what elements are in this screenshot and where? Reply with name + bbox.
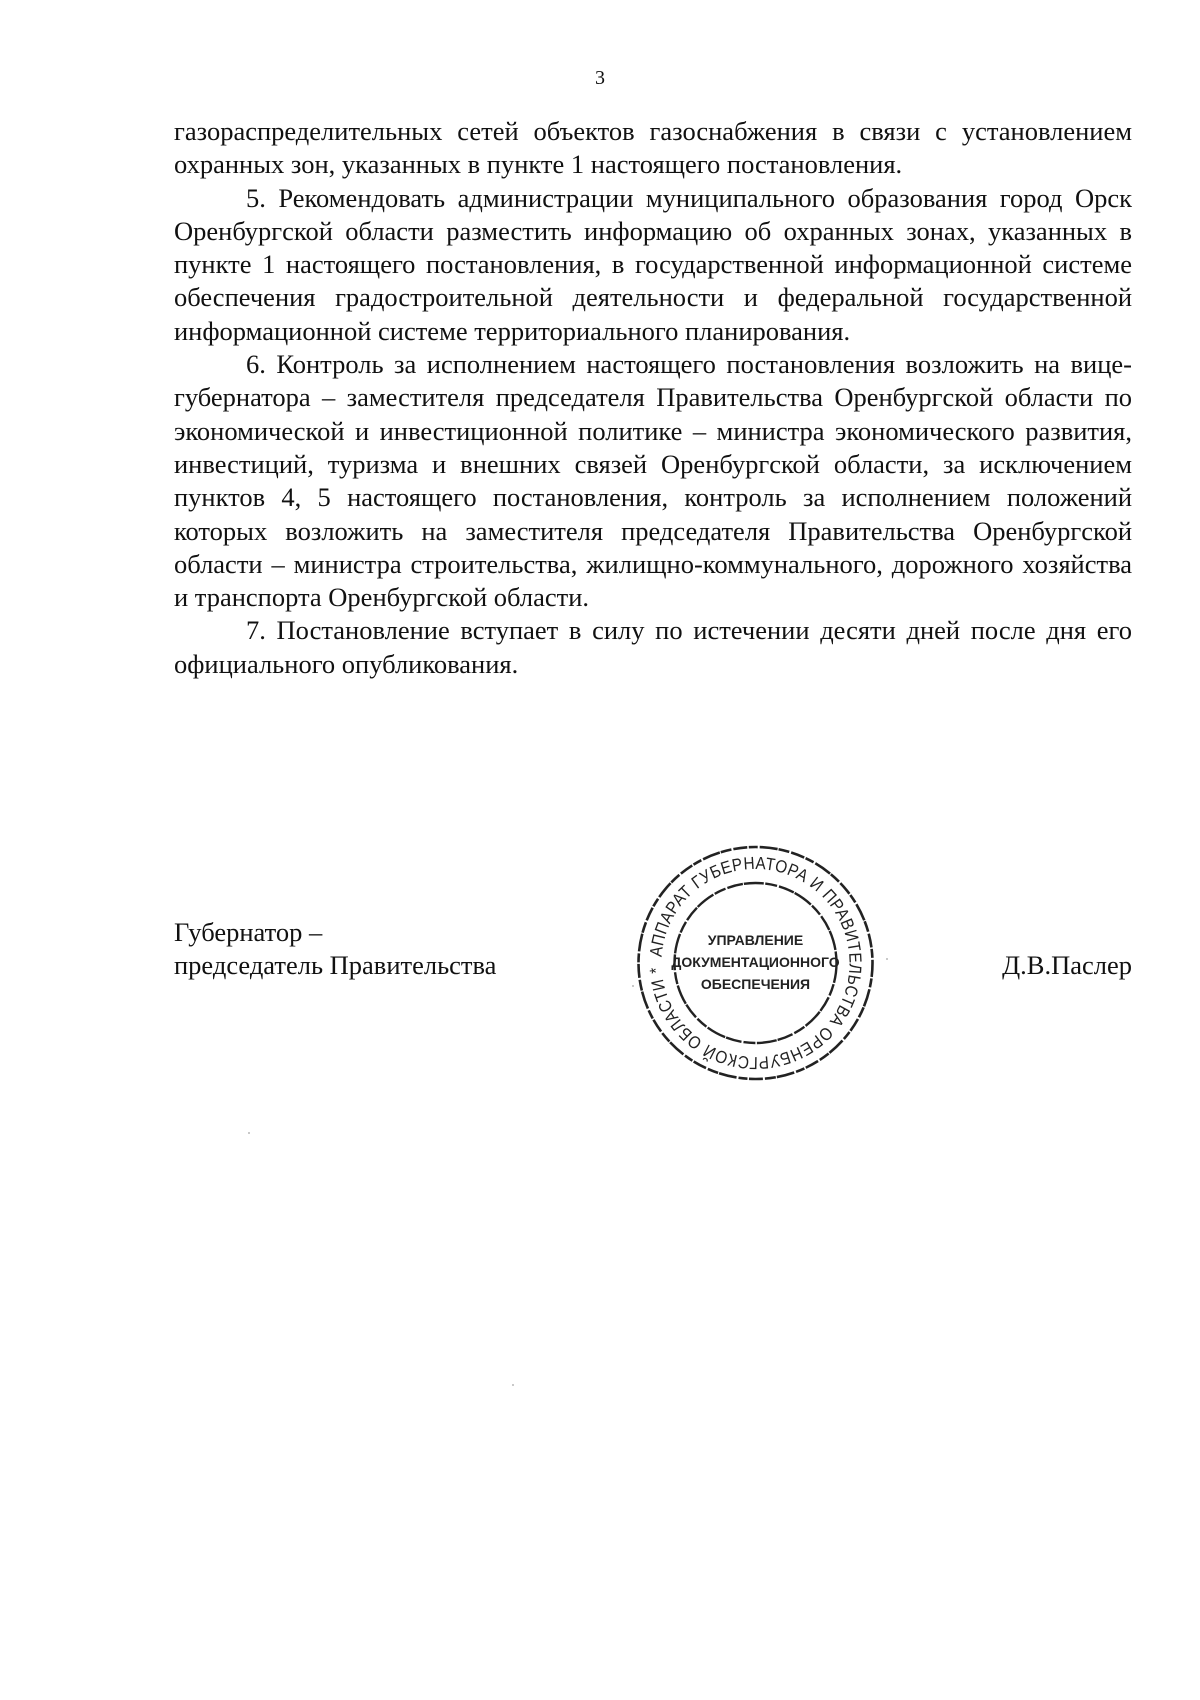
page-number: 3 [595,67,605,89]
signatory-name: Д.В.Паслер [1002,950,1132,980]
paragraph-item-6: 6. Контроль за исполнением настоящего постановления возложить на вице-губернатора – заместителя председателя Правительства Оренбургской области по экономической и инвестиционной политике – министра экономического развития, инвестиций, туризма и внешних связей Оренбургской области, за исключением пунктов 4, 5 настоящего постановления, контроль за исполнением положений которых возложить на заместителя председателя Правительства Оренбургской области – министра строительства, жилищно-коммунального, дорожного хозяйства и транспорта Оренбургской области. [174,349,1132,613]
paragraph-item-7: 7. Постановление вступает в силу по истечении десяти дней после дня его официального опубликования. [174,615,1132,679]
scan-speck [632,985,634,987]
signatory-title-line-1: Губернатор – [174,917,323,947]
signatory-title [174,916,496,983]
paragraph-item-5: 5. Рекомендовать администрации муниципального образования город Орск Оренбургской области разместить информацию об охранных зонах, указанных в пункте 1 настоящего постановления, в государственной информационной системе обеспечения градостроительной деятельности и федеральной государственной информационной системе территориального планирования. [174,182,1132,346]
scan-speck [886,958,888,960]
official-seal [633,843,878,1083]
scan-speck [248,1132,250,1134]
seal-center-line-2: ДОКУМЕНТАЦИОННОГО [671,954,840,970]
seal-ring-text: АППАРАТ ГУБЕРНАТОРА И ПРАВИТЕЛЬСТВА ОРЕНБУРГСКОЙ ОБЛАСТИ * [645,852,866,1074]
signatory-title-line-2: председатель Правительства [174,950,497,981]
document-body [174,115,1132,681]
seal-center-line-3: ОБЕСПЕЧЕНИЯ [700,976,811,992]
paragraph-continuation: газораспределительных сетей объектов газоснабжения в связи с установлением охранных зон, указанных в пункте 1 настоящего постановления. [174,116,1132,180]
seal-center-line-1: УПРАВЛЕНИЕ [707,932,804,948]
scan-speck [512,1384,514,1386]
